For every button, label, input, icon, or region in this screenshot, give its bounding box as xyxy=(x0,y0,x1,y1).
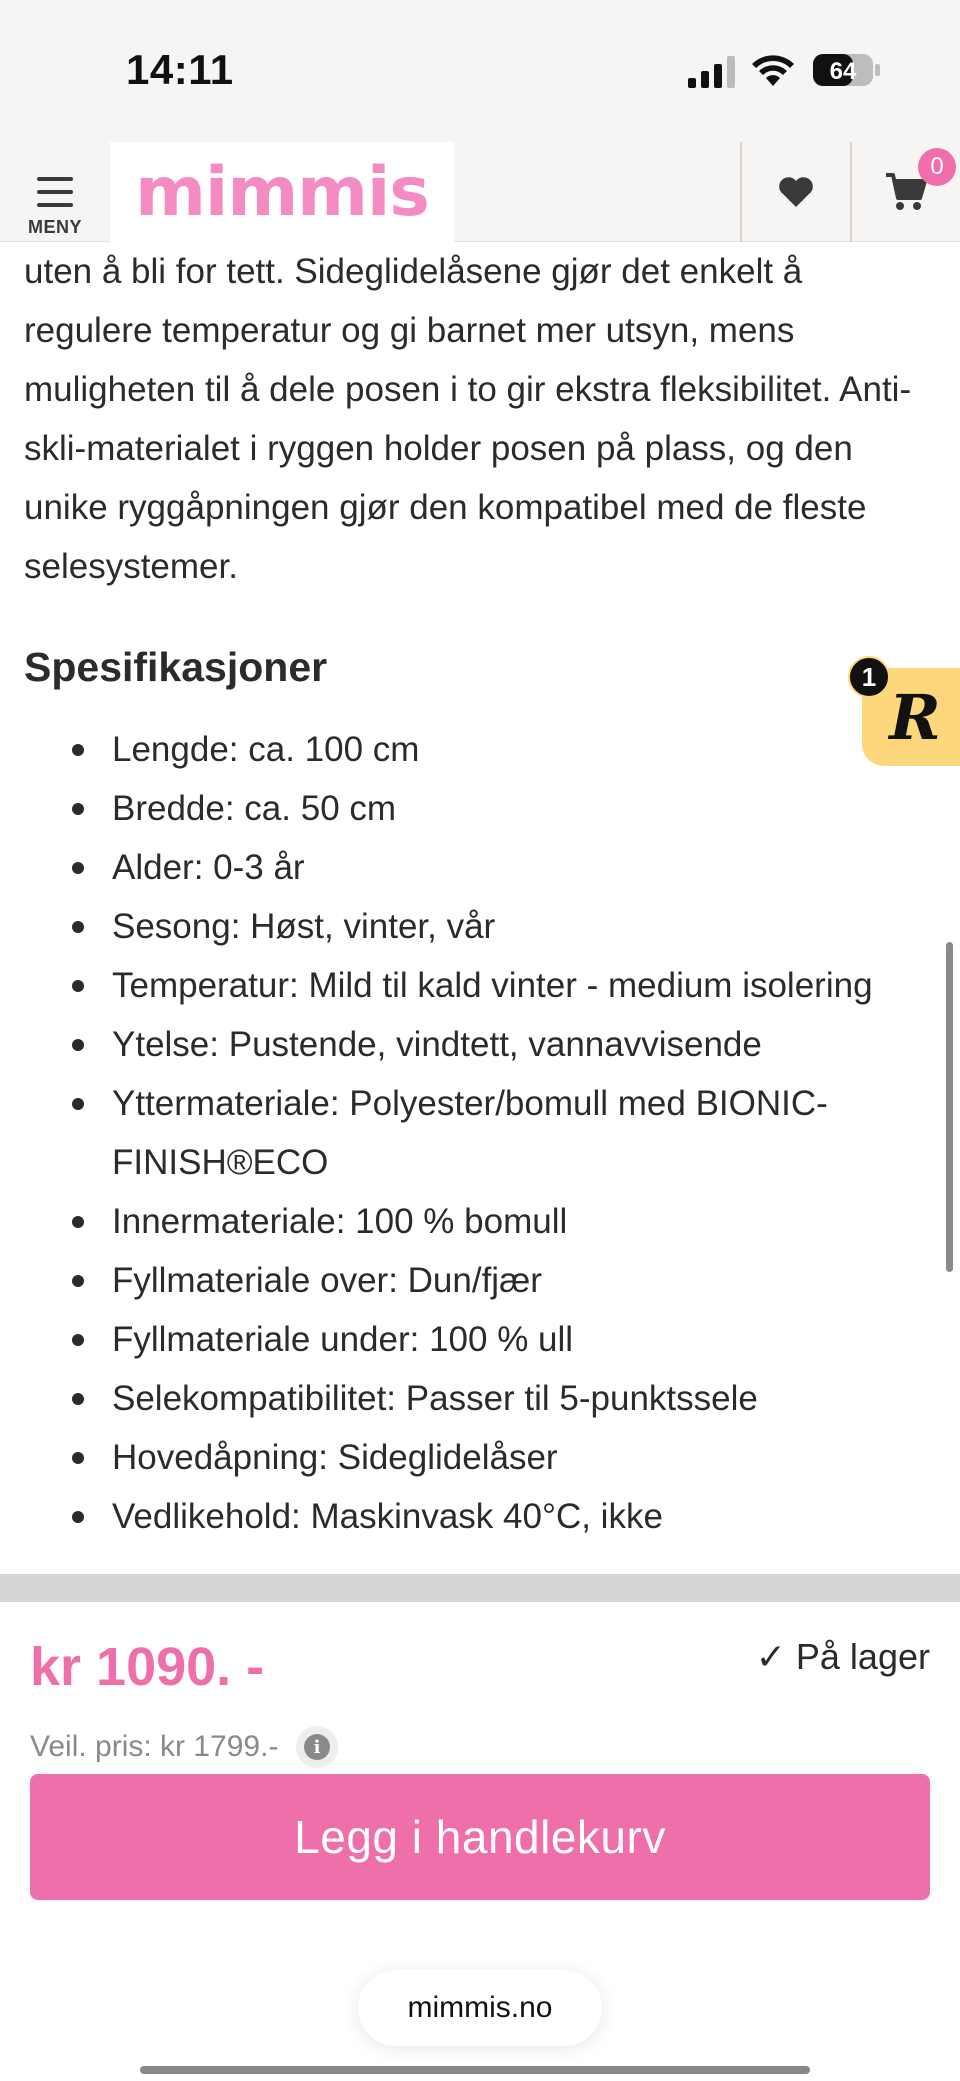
spec-item: Sesong: Høst, vinter, vår xyxy=(112,897,924,956)
menu-label: MENY xyxy=(27,217,82,237)
menu-icon xyxy=(35,175,75,209)
wifi-icon xyxy=(750,52,796,88)
wishlist-button[interactable] xyxy=(742,142,850,242)
spec-item: Alder: 0-3 år xyxy=(112,838,924,897)
status-bar xyxy=(0,0,960,142)
spec-item: Fyllmateriale under: 100 % ull xyxy=(112,1310,924,1369)
signal-icon xyxy=(688,56,736,88)
info-icon: i xyxy=(304,1734,330,1760)
browser-address-bar[interactable]: mimmis.no xyxy=(358,1970,602,2046)
battery-icon xyxy=(812,52,882,88)
spec-item: Temperatur: Mild til kald vinter - medium isolering xyxy=(112,956,924,1015)
scrollbar[interactable] xyxy=(946,942,953,1272)
status-time: 14:11 xyxy=(126,46,234,93)
specs-list xyxy=(24,720,924,1546)
spec-item: Bredde: ca. 50 cm xyxy=(112,779,924,838)
stock-status: ✓ På lager xyxy=(755,1636,930,1677)
battery-level: 64 xyxy=(829,58,857,85)
heart-icon xyxy=(777,175,815,209)
spec-item: Ytelse: Pustende, vindtett, vannavvisende xyxy=(112,1015,924,1074)
spec-item: Vedlikehold: Maskinvask 40°C, ikke xyxy=(112,1487,924,1546)
specs-heading: Spesifikasjoner xyxy=(24,644,328,690)
recommended-price: Veil. pris: kr 1799.- xyxy=(30,1730,279,1763)
spec-item: Selekompatibilitet: Passer til 5-punktssele xyxy=(112,1369,924,1428)
add-to-cart-button[interactable]: Legg i handlekurv xyxy=(30,1774,930,1900)
site-header xyxy=(0,142,960,242)
logo: mimmis xyxy=(135,152,429,232)
menu-button[interactable] xyxy=(0,142,110,242)
cart-count-badge: 0 xyxy=(918,148,956,186)
reviews-logo-icon: R xyxy=(889,680,941,754)
spec-item: Lengde: ca. 100 cm xyxy=(112,720,924,779)
panel-divider xyxy=(0,1574,960,1602)
spec-item: Innermateriale: 100 % bomull xyxy=(112,1192,924,1251)
reviews-notification-badge: 1 xyxy=(848,656,890,698)
product-price: kr 1090. - xyxy=(30,1637,265,1697)
price-info-button[interactable] xyxy=(296,1726,338,1768)
product-description: uten å bli for tett. Sideglidelåsene gjør det enkelt å regulere temperatur og gi barnet mer utsyn, mens muligheten til å dele posen i to gir ekstra fleksibilitet. Anti-skli-materialet i ryggen holder posen på plass, og den unike ryggåpningen gjør den kompatibel med de fleste selesystemer. xyxy=(24,252,912,586)
home-indicator xyxy=(140,2066,810,2074)
spec-item: Yttermateriale: Polyester/bomull med BIONIC-FINISH®ECO xyxy=(112,1074,924,1192)
spec-item: Fyllmateriale over: Dun/fjær xyxy=(112,1251,924,1310)
logo-link[interactable] xyxy=(110,142,454,242)
product-description-section xyxy=(24,242,924,1546)
spec-item: Hovedåpning: Sideglidelåser xyxy=(112,1428,924,1487)
